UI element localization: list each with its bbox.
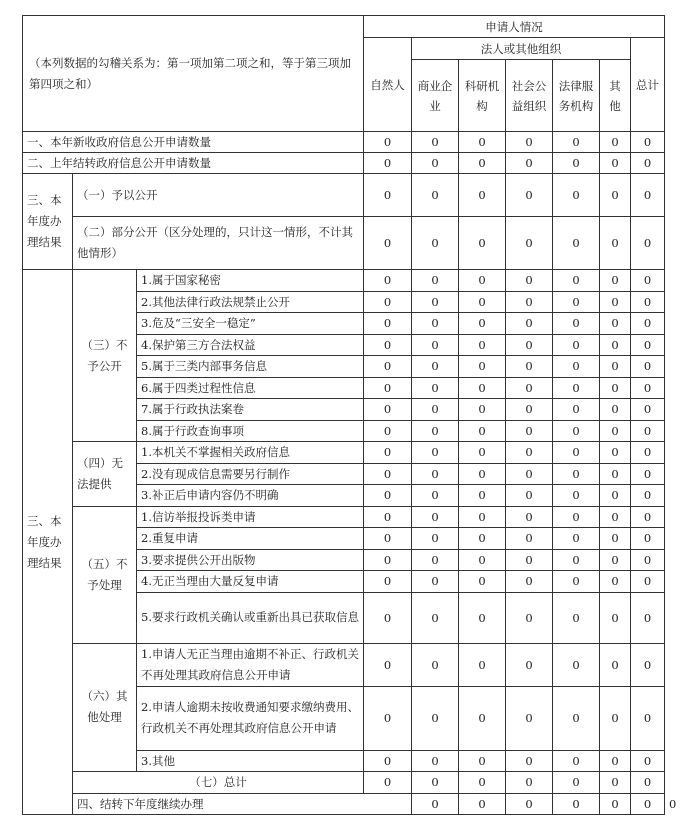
cell-value: 0 xyxy=(506,463,553,485)
social-header: 社会公益组织 xyxy=(506,60,553,132)
cell-value: 0 xyxy=(364,334,412,356)
cell-value: 0 xyxy=(631,772,665,794)
cell-value: 0 xyxy=(600,571,631,593)
cell-value: 0 xyxy=(631,377,665,399)
research-header: 科研机构 xyxy=(459,60,506,132)
cell-value: 0 xyxy=(412,793,459,815)
cell-value: 0 xyxy=(553,506,600,528)
cell-value: 0 xyxy=(459,334,506,356)
cell-value: 0 xyxy=(364,356,412,378)
cell-value: 0 xyxy=(412,772,459,794)
cell-value: 0 xyxy=(506,549,553,571)
cell-value: 0 xyxy=(364,420,412,442)
cell-value: 0 xyxy=(553,217,600,270)
cell-value: 0 xyxy=(459,686,506,750)
cell-value: 0 xyxy=(631,132,665,153)
row-label: 4.保护第三方合法权益 xyxy=(137,334,364,356)
cell-value: 0 xyxy=(553,153,600,174)
cell-value: 0 xyxy=(553,571,600,593)
cell-value: 0 xyxy=(412,174,459,217)
row-label: 1.申请人无正当理由逾期不补正、行政机关不再处理其政府信息公开申请 xyxy=(137,643,364,686)
cell-value: 0 xyxy=(553,750,600,772)
cell-value: 0 xyxy=(600,592,631,643)
cell-value: 0 xyxy=(412,463,459,485)
cell-value: 0 xyxy=(459,377,506,399)
cell-value: 0 xyxy=(553,592,600,643)
cell-value: 0 xyxy=(600,174,631,217)
cell-value: 0 xyxy=(553,174,600,217)
cell-value: 0 xyxy=(412,377,459,399)
table-row xyxy=(23,217,665,270)
natural-person-header: 自然人 xyxy=(364,38,412,132)
row-label: 1.本机关不掌握相关政府信息 xyxy=(137,442,364,464)
cell-value: 0 xyxy=(506,153,553,174)
cell-value: 0 xyxy=(459,313,506,335)
cell-value: 0 xyxy=(631,643,665,686)
cell-value: 0 xyxy=(600,442,631,464)
cell-value: 0 xyxy=(631,356,665,378)
cell-value: 0 xyxy=(364,153,412,174)
row-label: （七）总计 xyxy=(73,772,364,794)
cell-value: 0 xyxy=(631,313,665,335)
cell-value: 0 xyxy=(459,174,506,217)
cell-value: 0 xyxy=(506,686,553,750)
cell-value: 0 xyxy=(506,270,553,292)
cell-value: 0 xyxy=(412,313,459,335)
row-label: 二、上年结转政府信息公开申请数量 xyxy=(23,153,364,174)
cell-value: 0 xyxy=(506,291,553,313)
cell-value: 0 xyxy=(459,750,506,772)
cell-value: 0 xyxy=(553,399,600,421)
row-label: 2.申请人逾期未按收费通知要求缴纳费用、行政机关不再处理其政府信息公开申请 xyxy=(137,686,364,750)
group-not-processed: （五）不予处理 xyxy=(73,506,137,643)
cell-value: 0 xyxy=(600,485,631,507)
cell-value: 0 xyxy=(553,291,600,313)
cell-value: 0 xyxy=(506,485,553,507)
cell-value: 0 xyxy=(364,686,412,750)
row-label: 5.属于三类内部事务信息 xyxy=(137,356,364,378)
cell-value: 0 xyxy=(631,217,665,270)
cell-value: 0 xyxy=(631,334,665,356)
cell-value: 0 xyxy=(600,750,631,772)
cell-value: 0 xyxy=(412,334,459,356)
cell-value: 0 xyxy=(631,592,665,643)
cell-value: 0 xyxy=(600,528,631,550)
note-cell: （本列数据的勾稽关系为：第一项加第二项之和，等于第三项加第四项之和） xyxy=(23,16,364,132)
row-label: 3.要求提供公开出版物 xyxy=(137,549,364,571)
cell-value: 0 xyxy=(364,270,412,292)
cell-value: 0 xyxy=(459,132,506,153)
table-row xyxy=(23,442,665,464)
cell-value: 0 xyxy=(412,528,459,550)
cell-value: 0 xyxy=(631,174,665,217)
cell-value: 0 xyxy=(506,793,553,815)
cell-value: 0 xyxy=(459,291,506,313)
cell-value: 0 xyxy=(553,772,600,794)
cell-value: 0 xyxy=(412,356,459,378)
legal-service-header: 法律服务机构 xyxy=(553,60,600,132)
commercial-header: 商业企业 xyxy=(412,60,459,132)
row-label: 1.信访举报投诉类申请 xyxy=(137,506,364,528)
cell-value: 0 xyxy=(364,528,412,550)
cell-value: 0 xyxy=(553,313,600,335)
cell-value: 0 xyxy=(364,291,412,313)
table-row xyxy=(23,506,665,528)
row-label: 3.其他 xyxy=(137,750,364,772)
cell-value: 0 xyxy=(600,377,631,399)
cell-value: 0 xyxy=(600,356,631,378)
cell-value: 0 xyxy=(459,772,506,794)
cell-value: 0 xyxy=(553,485,600,507)
row-label: 2.其他法律行政法规禁止公开 xyxy=(137,291,364,313)
cell-value: 0 xyxy=(506,399,553,421)
cell-value: 0 xyxy=(459,485,506,507)
row-label: 2.重复申请 xyxy=(137,528,364,550)
cell-value: 0 xyxy=(553,549,600,571)
cell-value: 0 xyxy=(631,549,665,571)
cell-value: 0 xyxy=(506,643,553,686)
cell-value: 0 xyxy=(553,377,600,399)
cell-value: 0 xyxy=(412,549,459,571)
row-label: 4.无正当理由大量反复申请 xyxy=(137,571,364,593)
cell-value: 0 xyxy=(412,217,459,270)
cell-value: 0 xyxy=(600,399,631,421)
cell-value: 0 xyxy=(412,132,459,153)
row-label: 一、本年新收政府信息公开申请数量 xyxy=(23,132,364,153)
cell-value: 0 xyxy=(412,399,459,421)
cell-value: 0 xyxy=(412,592,459,643)
cell-value: 0 xyxy=(553,356,600,378)
total-header: 总计 xyxy=(631,38,665,132)
cell-value: 0 xyxy=(553,442,600,464)
cell-value: 0 xyxy=(506,592,553,643)
cell-value: 0 xyxy=(600,132,631,153)
cell-value: 0 xyxy=(459,528,506,550)
cell-value: 0 xyxy=(600,334,631,356)
cell-value: 0 xyxy=(412,420,459,442)
group-unable-provide: （四）无法提供 xyxy=(73,442,137,507)
cell-value: 0 xyxy=(631,750,665,772)
cell-value: 0 xyxy=(506,772,553,794)
cell-value: 0 xyxy=(631,399,665,421)
cell-value: 0 xyxy=(600,313,631,335)
row-label: 2.没有现成信息需要另行制作 xyxy=(137,463,364,485)
table-row xyxy=(23,174,665,217)
cell-value: 0 xyxy=(506,356,553,378)
other-header: 其他 xyxy=(600,60,631,132)
cell-value: 0 xyxy=(506,334,553,356)
cell-value: 0 xyxy=(631,463,665,485)
cell-value: 0 xyxy=(459,399,506,421)
cell-value: 0 xyxy=(459,592,506,643)
cell-value: 0 xyxy=(631,571,665,593)
cell-value: 0 xyxy=(364,592,412,643)
row-label: 3.补正后申请内容仍不明确 xyxy=(137,485,364,507)
row-label: 6.属于四类过程性信息 xyxy=(137,377,364,399)
cell-value: 0 xyxy=(364,549,412,571)
cell-value: 0 xyxy=(459,270,506,292)
cell-value: 0 xyxy=(631,291,665,313)
cell-value: 0 xyxy=(364,377,412,399)
cell-value: 0 xyxy=(364,506,412,528)
section3-label: 三、本年度办理结果 xyxy=(23,174,73,270)
cell-value: 0 xyxy=(631,153,665,174)
cell-value: 0 xyxy=(600,153,631,174)
cell-value: 0 xyxy=(600,291,631,313)
cell-value: 0 xyxy=(553,686,600,750)
cell-value: 0 xyxy=(553,463,600,485)
table-row xyxy=(23,153,665,174)
cell-value: 0 xyxy=(600,772,631,794)
cell-value: 0 xyxy=(631,442,665,464)
cell-value: 0 xyxy=(506,377,553,399)
cell-value: 0 xyxy=(506,132,553,153)
cell-value: 0 xyxy=(631,686,665,750)
cell-value: 0 xyxy=(412,506,459,528)
cell-value: 0 xyxy=(506,313,553,335)
cell-value: 0 xyxy=(364,399,412,421)
cell-value: 0 xyxy=(600,686,631,750)
info-disclosure-table xyxy=(22,15,677,815)
cell-value: 0 xyxy=(553,132,600,153)
cell-value: 0 xyxy=(364,463,412,485)
cell-value: 0 xyxy=(459,793,506,815)
cell-value: 0 xyxy=(412,442,459,464)
cell-value: 0 xyxy=(600,793,631,815)
cell-value: 0 xyxy=(364,217,412,270)
row-label: 四、结转下年度继续办理 xyxy=(73,793,412,815)
cell-value: 0 xyxy=(364,174,412,217)
cell-value: 0 xyxy=(459,420,506,442)
cell-value: 0 xyxy=(412,153,459,174)
cell-value: 0 xyxy=(600,506,631,528)
cell-value: 0 xyxy=(412,571,459,593)
row-label: （一）予以公开 xyxy=(73,174,364,217)
applicant-header: 申请人情况 xyxy=(364,16,665,38)
cell-value: 0 xyxy=(412,291,459,313)
cell-value: 0 xyxy=(412,270,459,292)
cell-value: 0 xyxy=(459,442,506,464)
cell-value: 0 xyxy=(459,549,506,571)
row-label: 3.危及“三安全一稳定” xyxy=(137,313,364,335)
group-other-processing: （六）其他处理 xyxy=(73,643,137,772)
group-not-disclosed: （三）不予公开 xyxy=(73,270,137,442)
cell-value: 0 xyxy=(631,506,665,528)
section3-main-label: 三、本年度办理结果 xyxy=(23,270,73,815)
cell-value: 0 xyxy=(364,132,412,153)
cell-value: 0 xyxy=(600,643,631,686)
cell-value: 0 xyxy=(631,793,665,815)
row-label: 7.属于行政执法案卷 xyxy=(137,399,364,421)
cell-value: 0 xyxy=(364,750,412,772)
row-label: （二）部分公开（区分处理的，只计这一情形，不计其他情形） xyxy=(73,217,364,270)
cell-value: 0 xyxy=(553,270,600,292)
cell-value: 0 xyxy=(553,334,600,356)
cell-value: 0 xyxy=(412,750,459,772)
table-row xyxy=(23,643,665,686)
row-label: 1.属于国家秘密 xyxy=(137,270,364,292)
cell-value: 0 xyxy=(364,485,412,507)
cell-value: 0 xyxy=(600,270,631,292)
table-row xyxy=(23,132,665,153)
row-label: 5.要求行政机关确认或重新出具已获取信息 xyxy=(137,592,364,643)
cell-value: 0 xyxy=(459,463,506,485)
table-row: 四、结转下年度继续办理 0 0 0 0 0 0 0 xyxy=(23,793,665,815)
cell-value: 0 xyxy=(553,793,600,815)
cell-value: 0 xyxy=(631,420,665,442)
cell-value: 0 xyxy=(506,174,553,217)
cell-value: 0 xyxy=(364,772,412,794)
cell-value: 0 xyxy=(600,463,631,485)
cell-value: 0 xyxy=(631,270,665,292)
cell-value: 0 xyxy=(364,643,412,686)
legal-group-header: 法人或其他组织 xyxy=(412,38,631,60)
cell-value: 0 xyxy=(600,549,631,571)
row-label: 8.属于行政查询事项 xyxy=(137,420,364,442)
cell-value: 0 xyxy=(412,485,459,507)
cell-value: 0 xyxy=(506,750,553,772)
cell-value: 0 xyxy=(631,485,665,507)
cell-value: 0 xyxy=(553,420,600,442)
cell-value: 0 xyxy=(364,313,412,335)
cell-value: 0 xyxy=(459,506,506,528)
cell-value: 0 xyxy=(506,420,553,442)
cell-value: 0 xyxy=(600,420,631,442)
cell-value: 0 xyxy=(364,571,412,593)
cell-value: 0 xyxy=(506,217,553,270)
cell-value: 0 xyxy=(506,442,553,464)
table-row xyxy=(23,270,665,292)
cell-value: 0 xyxy=(506,571,553,593)
table-row xyxy=(23,772,665,794)
cell-value: 0 xyxy=(631,528,665,550)
cell-value: 0 xyxy=(459,643,506,686)
cell-value: 0 xyxy=(506,506,553,528)
cell-value: 0 xyxy=(459,153,506,174)
cell-value: 0 xyxy=(412,686,459,750)
cell-value: 0 xyxy=(459,571,506,593)
cell-value: 0 xyxy=(553,528,600,550)
cell-value: 0 xyxy=(412,643,459,686)
cell-value: 0 xyxy=(553,643,600,686)
cell-value: 0 xyxy=(506,528,553,550)
cell-value: 0 xyxy=(364,442,412,464)
cell-value: 0 xyxy=(459,356,506,378)
cell-value: 0 xyxy=(459,217,506,270)
cell-value: 0 xyxy=(600,217,631,270)
